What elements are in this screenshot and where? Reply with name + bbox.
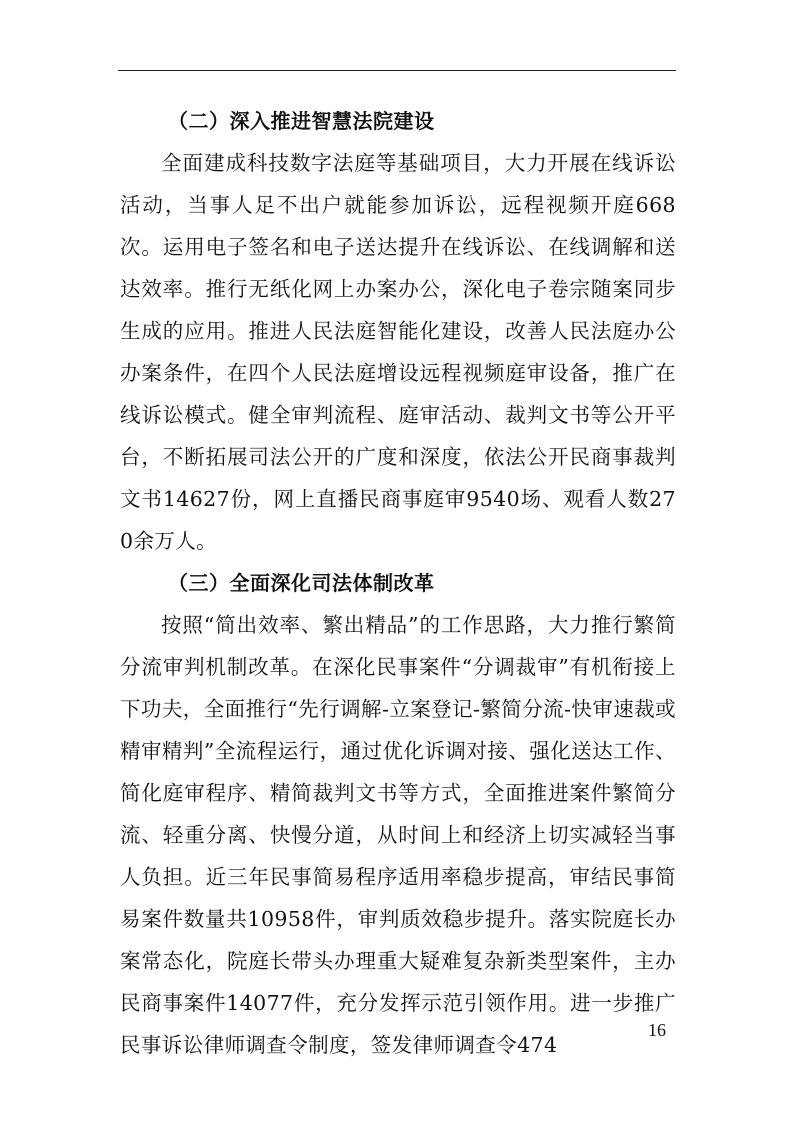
document-body [120,100,676,1066]
paragraph-judicial-reform: 按照“简出效率、繁出精品”的工作思路，大力推行繁简分流审判机制改革。在深化民事案件“分调裁审”有机衔接上下功夫，全面推行“先行调解-立案登记-繁简分流-快审速裁或精审精判”全流程运行，通过优化诉调对接、强化送达工作、简化庭审程序、精简裁判文书等方式，全面推进案件繁简分流、轻重分离、快慢分道，从时间上和经济上切实减轻当事人负担。近三年民事简易程序适用率稳步提高，审结民事简易案件数量共10958件，审判质效稳步提升。落实院庭长办案常态化，院庭长带头办理重大疑难复杂新类型案件，主办民商事案件14077件，充分发挥示范引领作用。进一步推广民事诉讼律师调查令制度，签发律师调查令474 [120,613,676,1057]
paragraph-smart-court: 全面建成科技数字法庭等基础项目，大力开展在线诉讼活动，当事人足不出户就能参加诉讼，远程视频开庭668次。运用电子签名和电子送达提升在线诉讼、在线调解和送达效率。推行无纸化网上办案办公，深化电子卷宗随案同步生成的应用。推进人民法庭智能化建设，改善人民法庭办公办案条件，在四个人民法庭增设远程视频庭审设备，推广在线诉讼模式。健全审判流程、庭审活动、裁判文书等公开平台，不断拓展司法公开的广度和深度，依法公开民商事裁判文书14627份，网上直播民商事庭审9540场、观看人数270余万人。 [120,151,676,553]
section-heading-smart-court: （二）深入推进智慧法院建设 [168,109,435,133]
header-rule [118,70,676,71]
page-number: 16 [648,1020,666,1040]
section-heading-judicial-reform: （三）全面深化司法体制改革 [168,571,435,595]
